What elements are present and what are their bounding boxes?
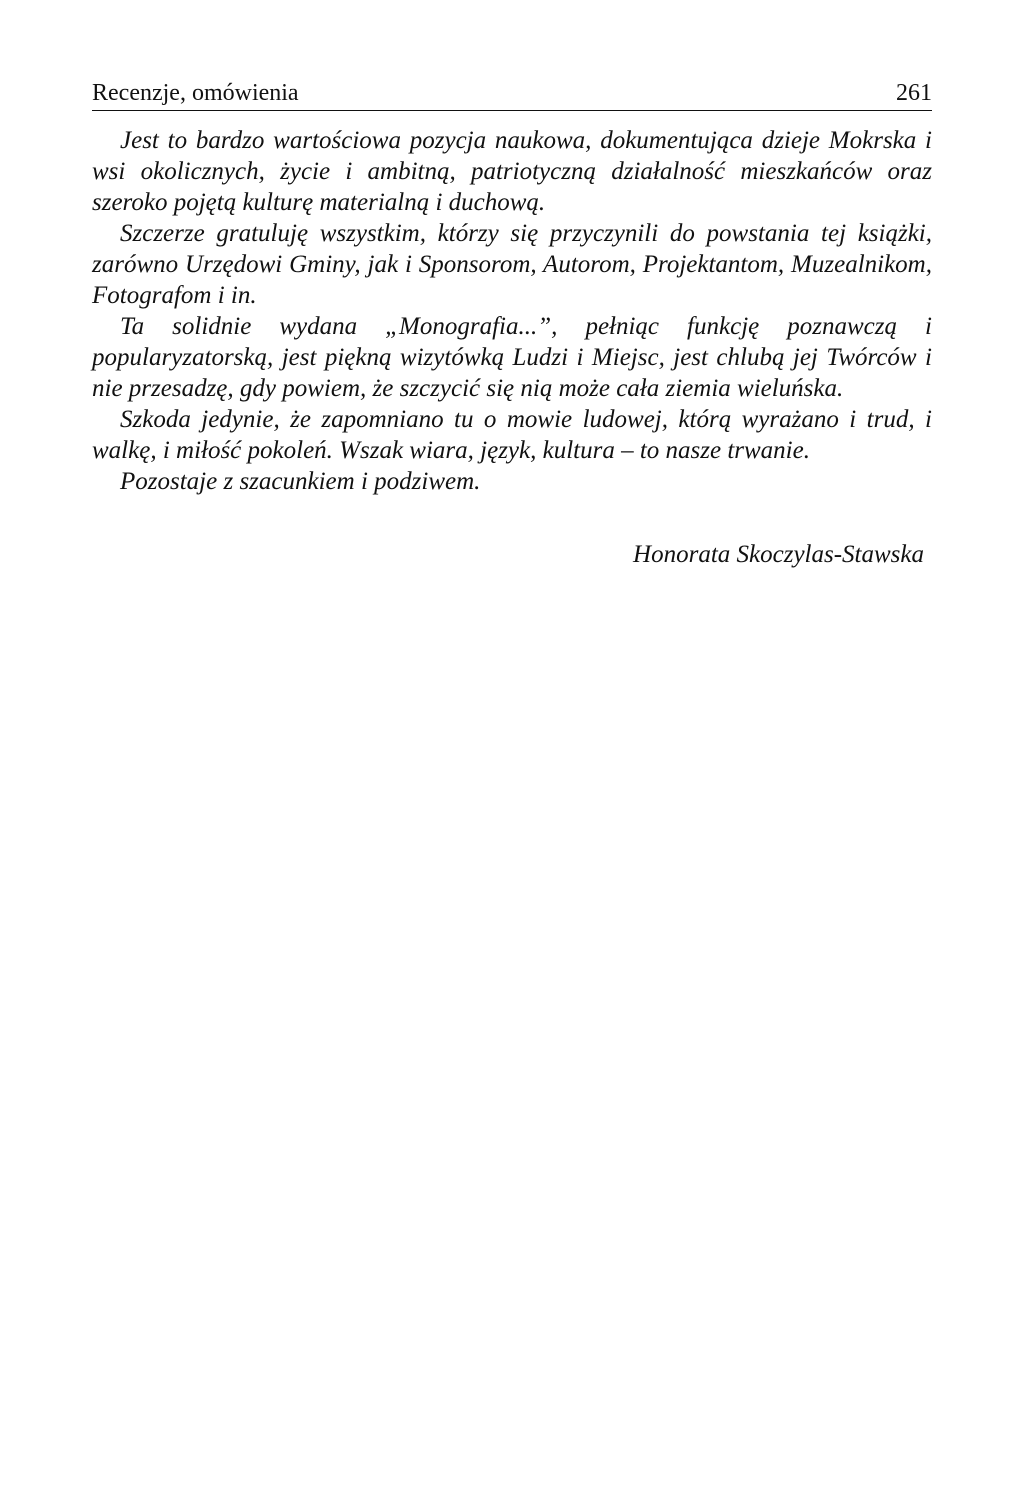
- section-title: Recenzje, omówienia: [92, 80, 299, 106]
- paragraph: Ta solidnie wydana „Monografia...”, pełniąc funkcję poznawczą i popularyzatorską, jest piękną wizytówką Ludzi i Miejsc, jest chlubą jej Twórców i nie przesadzę, gdy powiem, że szczycić się nią może cała ziemia wieluńska.: [92, 313, 932, 402]
- paragraph: Szkoda jedynie, że zapomniano tu o mowie ludowej, którą wyrażano i trud, i walkę, i miłość pokoleń. Wszak wiara, język, kultura – to nasze trwanie.: [92, 406, 932, 464]
- paragraph: Jest to bardzo wartościowa pozycja naukowa, dokumentująca dzieje Mokrska i wsi okolicznych, życie i ambitną, patriotyczną działalność mieszkańców oraz szeroko pojętą kulturę materialną i duchową.: [92, 127, 932, 216]
- page: [92, 78, 932, 570]
- review-body: [92, 125, 932, 497]
- page-number: 261: [896, 80, 932, 106]
- paragraph: Szczerze gratuluję wszystkim, którzy się przyczynili do powstania tej książki, zarówno Urzędowi Gminy, jak i Sponsorom, Autorom, Projektantom, Muzealnikom, Fotografom i in.: [92, 220, 932, 309]
- paragraph: Pozostaje z szacunkiem i podziwem.: [120, 468, 481, 495]
- author-signature: Honorata Skoczylas-Stawska: [633, 541, 924, 568]
- running-head: [92, 78, 932, 111]
